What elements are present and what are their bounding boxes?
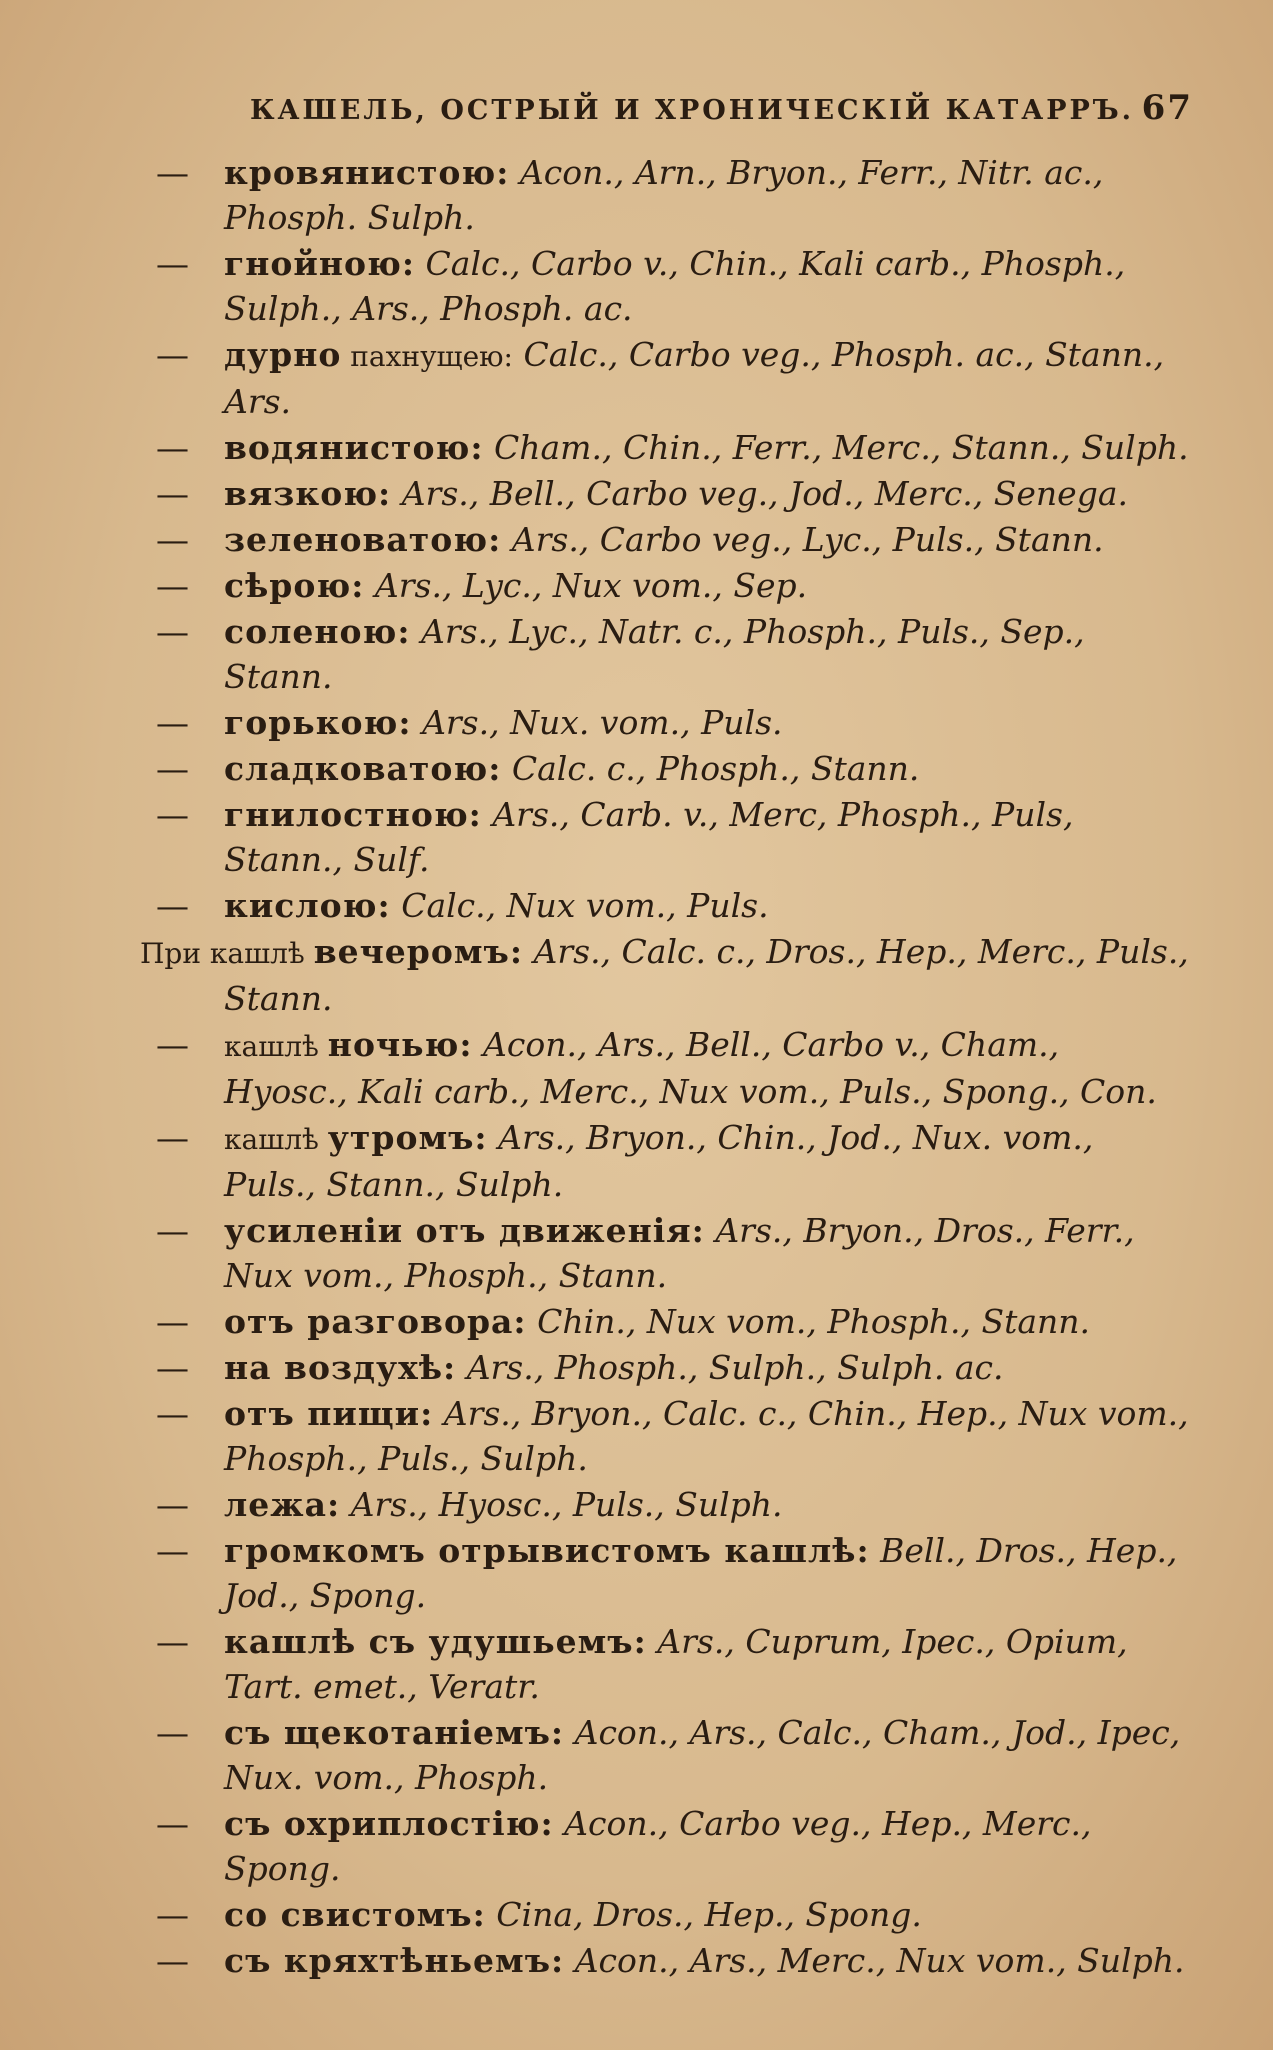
entry-dash: —: [156, 1394, 189, 1433]
entry-term: зеленоватою:: [224, 520, 502, 559]
entry-term: утромъ:: [327, 1118, 488, 1157]
entry-term: съ охриплостію:: [224, 1804, 554, 1843]
entry-remedies: Ars., Bryon., Calc. c., Chin., Hep., Nux vom., Phosph., Puls., Sulph.: [224, 1394, 1189, 1478]
list-item: [140, 425, 1193, 470]
list-item: [140, 563, 1193, 608]
page-title: КАШЕЛЬ, ОСТРЫЙ И ХРОНИЧЕСКІЙ КАТАРРЪ.: [250, 95, 1135, 126]
entry-dash: —: [156, 244, 189, 283]
list-item: [140, 241, 1193, 331]
entry-remedies: Acon., Arn., Bryon., Ferr., Nitr. ac., Phosph. Sulph.: [224, 153, 1104, 237]
list-item: [140, 929, 1193, 1021]
entry-dash: —: [156, 428, 189, 467]
entry-term: громкомъ отрывистомъ кашлѣ:: [224, 1531, 870, 1570]
entry-dash: —: [156, 474, 189, 513]
entry-term: горькою:: [224, 703, 412, 742]
list-item: [140, 1022, 1193, 1114]
entry-term: вечеромъ:: [313, 932, 524, 971]
list-item: [140, 1528, 1193, 1618]
entry-prefix: кашлѣ: [224, 1030, 328, 1063]
entry-prefix: При кашлѣ: [140, 937, 314, 970]
entry-term: ночью:: [327, 1025, 473, 1064]
list-item: [140, 150, 1193, 240]
entry-term: гнилостною:: [224, 795, 482, 834]
entry-term: со свистомъ:: [224, 1895, 486, 1934]
entry-dash: —: [156, 1622, 189, 1661]
entry-remedies: Ars., Lyc., Nux vom., Sep.: [364, 566, 808, 605]
entry-term: съ кряхтѣньемъ:: [224, 1941, 565, 1980]
entry-dash: —: [156, 1713, 189, 1752]
list-item: [140, 1619, 1193, 1709]
entry-term: сѣрою:: [224, 566, 365, 605]
entry-term: кислою:: [224, 886, 391, 925]
entry-dash: —: [156, 1348, 189, 1387]
entry-remedies: Acon., Ars., Bell., Carbo v., Cham., Hyosc., Kali carb., Merc., Nux vom., Puls., Spong., Con.: [224, 1025, 1157, 1111]
entry-remedies: Calc., Carbo veg., Phosph. ac., Stann., Ars.: [224, 335, 1165, 421]
running-header: [140, 88, 1193, 128]
list-item: [140, 1938, 1193, 1983]
entry-dash: —: [156, 795, 189, 834]
entry-term: водянистою:: [224, 428, 484, 467]
entry-term: отъ разговора:: [224, 1302, 527, 1341]
list-item: [140, 1345, 1193, 1390]
entry-prefix: кашлѣ: [224, 1123, 328, 1156]
list-item: [140, 332, 1193, 424]
entry-remedies: Ars., Hyosc., Puls., Sulph.: [340, 1485, 783, 1524]
entry-term: гнойною:: [224, 244, 416, 283]
entry-term: дурно: [224, 335, 342, 374]
entry-remedies: Ars., Nux. vom., Puls.: [411, 703, 783, 742]
list-item: [140, 746, 1193, 791]
entry-remedies: Acon., Ars., Merc., Nux vom., Sulph.: [564, 1941, 1185, 1980]
list-item: [140, 792, 1193, 882]
list-item: [140, 1710, 1193, 1800]
entry-dash: —: [156, 1025, 189, 1064]
entry-remedies: Ars., Carb. v., Merc, Phosph., Puls, Stann., Sulf.: [224, 795, 1074, 879]
list-item: [140, 1482, 1193, 1527]
page-number: 67: [1141, 88, 1193, 128]
entry-term: соленою:: [224, 612, 411, 651]
entry-dash: —: [156, 1118, 189, 1157]
entry-term: сладковатою:: [224, 749, 502, 788]
entry-dash: —: [156, 566, 189, 605]
entry-dash: —: [156, 1895, 189, 1934]
entry-dash: —: [156, 153, 189, 192]
list-item: [140, 1892, 1193, 1937]
entry-dash: —: [156, 1211, 189, 1250]
entry-term: кашлѣ съ удушьемъ:: [224, 1622, 647, 1661]
entry-remedies: Cina, Dros., Hep., Spong.: [485, 1895, 922, 1934]
entry-dash: —: [156, 1941, 189, 1980]
entry-term: вязкою:: [224, 474, 392, 513]
entry-dash: —: [156, 1302, 189, 1341]
entry-term: кровянистою:: [224, 153, 510, 192]
entry-dash: —: [156, 335, 189, 374]
entry-remedies: Bell., Dros., Hep., Jod., Spong.: [224, 1531, 1178, 1615]
entry-term: съ щекотаніемъ:: [224, 1713, 565, 1752]
remedy-list: [140, 150, 1193, 1983]
list-item: [140, 1115, 1193, 1207]
entry-qualifier: пахнущею:: [341, 340, 513, 373]
entry-remedies: Ars., Calc. c., Dros., Hep., Merc., Puls., Stann.: [224, 932, 1189, 1018]
list-item: [140, 471, 1193, 516]
entry-remedies: Ars., Bell., Carbo veg., Jod., Merc., Senega.: [391, 474, 1128, 513]
entry-remedies: Ars., Lyc., Natr. c., Phosph., Puls., Sep., Stann.: [224, 612, 1085, 696]
entry-remedies: Calc. c., Phosph., Stann.: [501, 749, 920, 788]
entry-dash: —: [156, 749, 189, 788]
list-item: [140, 1801, 1193, 1891]
entry-remedies: Ars., Cuprum, Ipec., Opium, Tart. emet., Veratr.: [224, 1622, 1128, 1706]
entry-remedies: Chin., Nux vom., Phosph., Stann.: [526, 1302, 1091, 1341]
entry-dash: —: [156, 1804, 189, 1843]
entry-remedies: Calc., Carbo v., Chin., Kali carb., Phosph., Sulph., Ars., Phosph. ac.: [224, 244, 1126, 328]
entry-remedies: Ars., Bryon., Chin., Jod., Nux. vom., Puls., Stann., Sulph.: [224, 1118, 1094, 1204]
entry-dash: —: [156, 1531, 189, 1570]
entry-dash: —: [156, 1485, 189, 1524]
entry-remedies: Cham., Chin., Ferr., Merc., Stann., Sulph.: [483, 428, 1189, 467]
list-item: [140, 517, 1193, 562]
list-item: [140, 1208, 1193, 1298]
entry-remedies: Ars., Carbo veg., Lyc., Puls., Stann.: [501, 520, 1104, 559]
list-item: [140, 609, 1193, 699]
entry-term: лежа:: [224, 1485, 341, 1524]
entry-term: усиленіи отъ движенія:: [224, 1211, 705, 1250]
entry-remedies: Ars., Bryon., Dros., Ferr., Nux vom., Phosph., Stann.: [224, 1211, 1135, 1295]
entry-dash: —: [156, 612, 189, 651]
entry-remedies: Acon., Ars., Calc., Cham., Jod., Ipec, Nux. vom., Phosph.: [224, 1713, 1181, 1797]
entry-remedies: Calc., Nux vom., Puls.: [390, 886, 769, 925]
entry-dash: —: [156, 703, 189, 742]
entry-remedies: Acon., Carbo veg., Hep., Merc., Spong.: [224, 1804, 1092, 1888]
entry-term: отъ пищи:: [224, 1394, 434, 1433]
entry-dash: —: [156, 520, 189, 559]
entry-term: на воздухѣ:: [224, 1348, 457, 1387]
list-item: [140, 883, 1193, 928]
list-item: [140, 700, 1193, 745]
list-item: [140, 1299, 1193, 1344]
entry-remedies: Ars., Phosph., Sulph., Sulph. ac.: [456, 1348, 1004, 1387]
list-item: [140, 1391, 1193, 1481]
entry-dash: —: [156, 886, 189, 925]
